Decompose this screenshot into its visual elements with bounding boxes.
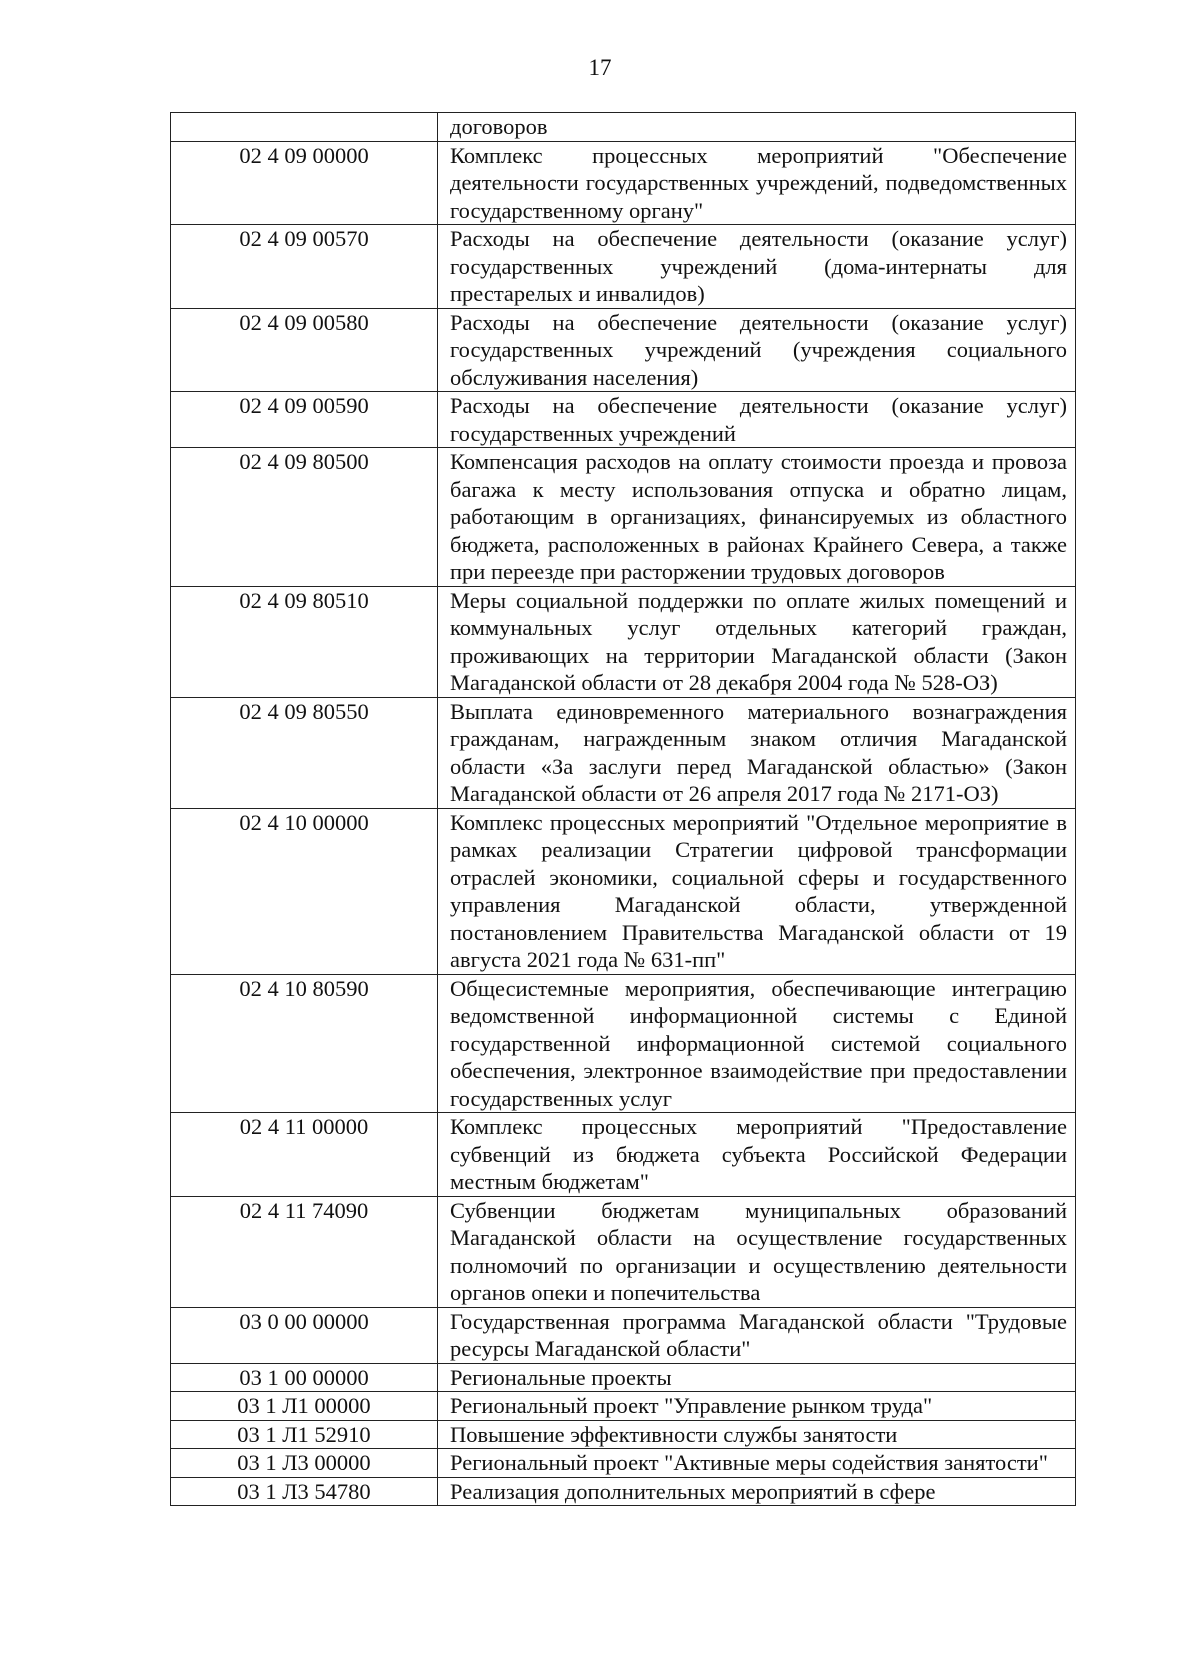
- row-code: 03 0 00 00000: [171, 1307, 438, 1363]
- page-number: 17: [588, 55, 612, 80]
- row-code: [171, 113, 438, 142]
- row-code: 02 4 09 80510: [171, 586, 438, 697]
- table-row: [171, 225, 1076, 309]
- row-description: Расходы на обеспечение деятельности (оказание услуг) государственных учреждений: [438, 392, 1076, 448]
- table-row: [171, 1449, 1076, 1478]
- row-description: Компенсация расходов на оплату стоимости проезда и провоза багажа к месту использования отпуска и обратно лицам, работающим в организациях, финансируемых из областного бюджета, расположенных в районах Крайнего Севера, а также при переезде при расторжении трудовых договоров: [438, 448, 1076, 587]
- row-description: Региональные проекты: [438, 1363, 1076, 1392]
- row-description: Общесистемные мероприятия, обеспечивающие интеграцию ведомственной информационной системы с Единой государственной информационной системой социального обеспечения, электронное взаимодействие при предоставлении государственных услуг: [438, 974, 1076, 1113]
- table-row: [171, 1307, 1076, 1363]
- table-row: [171, 808, 1076, 974]
- table-row: [171, 974, 1076, 1113]
- table-row: [171, 392, 1076, 448]
- table-row: [171, 1477, 1076, 1506]
- row-description: Субвенции бюджетам муниципальных образований Магаданской области на осуществление государственных полномочий по организации и осуществлению деятельности органов опеки и попечительства: [438, 1196, 1076, 1307]
- row-description: Региональный проект "Управление рынком труда": [438, 1392, 1076, 1421]
- row-code: 02 4 10 00000: [171, 808, 438, 974]
- table-row: [171, 1392, 1076, 1421]
- table-row: [171, 1113, 1076, 1197]
- row-description: Региональный проект "Активные меры содействия занятости": [438, 1449, 1076, 1478]
- table-row: [171, 308, 1076, 392]
- row-code: 02 4 09 00590: [171, 392, 438, 448]
- table-row: [171, 448, 1076, 587]
- row-description: Выплата единовременного материального вознаграждения гражданам, награжденным знаком отличия Магаданской области «За заслуги перед Магаданской областью» (Закон Магаданской области от 26 апреля 2017 года № 2171-ОЗ): [438, 697, 1076, 808]
- table-row: [171, 1420, 1076, 1449]
- row-code: 02 4 09 00570: [171, 225, 438, 309]
- table-row: [171, 697, 1076, 808]
- row-code: 02 4 11 00000: [171, 1113, 438, 1197]
- table-row: [171, 113, 1076, 142]
- row-code: 03 1 Л1 52910: [171, 1420, 438, 1449]
- table-row: [171, 141, 1076, 225]
- table-row: [171, 1196, 1076, 1307]
- row-code: 02 4 09 00580: [171, 308, 438, 392]
- row-code: 02 4 10 80590: [171, 974, 438, 1113]
- row-description: Комплекс процессных мероприятий "Предоставление субвенций из бюджета субъекта Российской Федерации местным бюджетам": [438, 1113, 1076, 1197]
- row-description: Комплекс процессных мероприятий "Обеспечение деятельности государственных учреждений, подведомственных государственному органу": [438, 141, 1076, 225]
- row-description: Реализация дополнительных мероприятий в сфере: [438, 1477, 1076, 1506]
- row-code: 02 4 11 74090: [171, 1196, 438, 1307]
- row-description: Государственная программа Магаданской области "Трудовые ресурсы Магаданской области": [438, 1307, 1076, 1363]
- row-description: Расходы на обеспечение деятельности (оказание услуг) государственных учреждений (дома-интернаты для престарелых и инвалидов): [438, 225, 1076, 309]
- row-code: 02 4 09 80550: [171, 697, 438, 808]
- row-description: Повышение эффективности службы занятости: [438, 1420, 1076, 1449]
- row-code: 02 4 09 00000: [171, 141, 438, 225]
- row-description: Меры социальной поддержки по оплате жилых помещений и коммунальных услуг отдельных категорий граждан, проживающих на территории Магаданской области (Закон Магаданской области от 28 декабря 2004 года № 528-ОЗ): [438, 586, 1076, 697]
- row-code: 03 1 Л3 54780: [171, 1477, 438, 1506]
- table-body: [171, 113, 1076, 1506]
- budget-classification-table: [170, 112, 1076, 1506]
- table-row: [171, 586, 1076, 697]
- row-description: Расходы на обеспечение деятельности (оказание услуг) государственных учреждений (учреждения социального обслуживания населения): [438, 308, 1076, 392]
- row-code: 03 1 00 00000: [171, 1363, 438, 1392]
- row-code: 03 1 Л3 00000: [171, 1449, 438, 1478]
- table-row: [171, 1363, 1076, 1392]
- row-code: 03 1 Л1 00000: [171, 1392, 438, 1421]
- row-description: договоров: [438, 113, 1076, 142]
- row-description: Комплекс процессных мероприятий "Отдельное мероприятие в рамках реализации Стратегии цифровой трансформации отраслей экономики, социальной сферы и государственного управления Магаданской области, утвержденной постановлением Правительства Магаданской области от 19 августа 2021 года № 631-пп": [438, 808, 1076, 974]
- row-code: 02 4 09 80500: [171, 448, 438, 587]
